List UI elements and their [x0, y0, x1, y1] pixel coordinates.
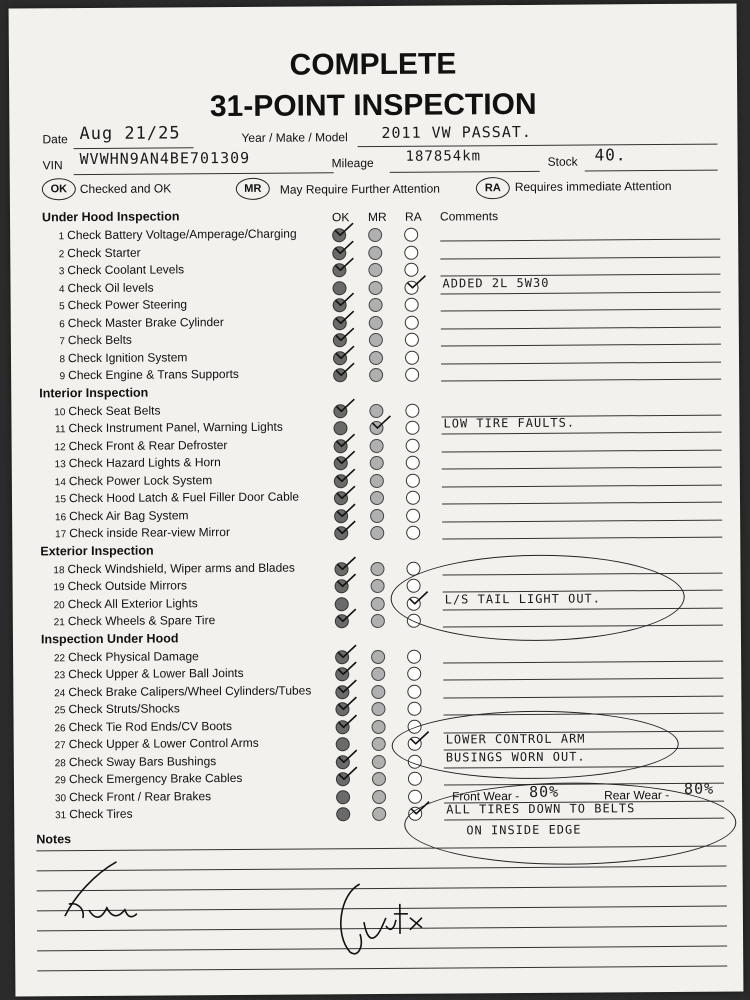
mr-circle[interactable] — [372, 807, 386, 821]
checkmark-icon — [334, 240, 354, 254]
item-number: 25 — [54, 705, 66, 717]
mr-circle[interactable] — [371, 684, 385, 698]
checklist-item — [48, 490, 299, 506]
ra-circle[interactable] — [405, 403, 419, 417]
comment-oval-lights — [390, 554, 685, 642]
item-label: Check inside Rear-view Mirror — [69, 525, 230, 541]
item-number: 11 — [55, 424, 66, 436]
item-comment[interactable]: BUSINGS WORN OUT. — [445, 749, 586, 765]
item-number: 1 — [58, 231, 65, 243]
front-wear-value: 80% — [528, 782, 560, 801]
mr-circle[interactable] — [372, 789, 386, 803]
item-comment[interactable]: ADDED 2L 5W30 — [442, 275, 550, 291]
item-label: Check Physical Damage — [68, 648, 199, 664]
legend-mr-text: May Require Further Attention — [279, 181, 440, 197]
mileage-label: Mileage — [331, 156, 374, 171]
ra-circle[interactable] — [405, 368, 419, 382]
ra-circle[interactable] — [407, 649, 421, 663]
checklist-item — [47, 315, 224, 330]
vin-value[interactable]: WVWHN9AN4BE701309 — [79, 148, 251, 169]
checklist-item — [47, 350, 187, 365]
checkmark-icon — [371, 415, 391, 429]
checkmark-icon — [336, 468, 356, 482]
legend-ok-badge: OK — [42, 178, 76, 200]
checklist-item — [47, 649, 199, 664]
stock-value[interactable]: 40. — [594, 145, 627, 165]
mr-circle[interactable] — [370, 456, 384, 470]
mr-circle[interactable] — [369, 333, 383, 347]
item-label: Check Master Brake Cylinder — [67, 314, 224, 330]
checklist-item — [47, 596, 198, 611]
item-label: Check Ignition System — [67, 349, 188, 365]
item-label: Check All Exterior Lights — [67, 595, 198, 611]
ra-circle[interactable] — [406, 438, 420, 452]
notes-line — [37, 966, 727, 972]
checklist-item — [48, 438, 228, 453]
ra-circle[interactable] — [405, 315, 419, 329]
item-label: Check Engine & Trans Supports — [68, 366, 239, 383]
checkmark-icon — [336, 556, 356, 570]
item-label: Check Instrument Panel, Warning Lights — [68, 419, 283, 436]
ra-circle[interactable] — [407, 702, 421, 716]
item-number: 6 — [59, 318, 65, 330]
item-label: Check Hood Latch & Fuel Filler Door Cable — [68, 489, 300, 506]
item-number: 7 — [59, 336, 65, 348]
checkmark-icon — [337, 714, 357, 728]
checklist-item — [47, 367, 239, 382]
mr-circle[interactable] — [368, 263, 382, 277]
checklist-item — [46, 245, 140, 260]
mr-circle[interactable] — [370, 526, 384, 540]
mileage-value[interactable]: 187854km — [405, 148, 482, 165]
item-label: Check Tie Rod Ends/CV Boots — [68, 718, 233, 734]
item-label: Check Power Steering — [67, 297, 188, 313]
item-label: Check Power Lock System — [68, 472, 213, 488]
ra-circle[interactable] — [404, 245, 418, 259]
item-label: Check Belts — [67, 332, 132, 348]
item-label: Check Upper & Lower Ball Joints — [68, 665, 244, 682]
mr-circle[interactable] — [369, 350, 383, 364]
item-comment[interactable]: L/S TAIL LIGHT OUT. — [444, 590, 602, 607]
mr-circle[interactable] — [371, 649, 385, 663]
item-label: Check Hazard Lights & Horn — [68, 455, 221, 471]
item-number: 22 — [53, 652, 66, 664]
mr-circle[interactable] — [372, 772, 386, 786]
mr-circle[interactable] — [372, 754, 386, 768]
item-number: 18 — [53, 564, 65, 576]
ok-circle[interactable] — [336, 807, 350, 821]
checklist-item — [46, 227, 297, 243]
tires-comment-line-2: ON INSIDE EDGE — [466, 822, 582, 838]
item-number: 13 — [54, 459, 66, 471]
item-number: 23 — [54, 670, 66, 682]
checkmark-icon — [335, 292, 355, 306]
ra-circle[interactable] — [405, 421, 419, 435]
col-mr: MR — [367, 209, 387, 225]
checklist-item — [47, 297, 187, 312]
ra-circle[interactable] — [405, 298, 419, 312]
signature-2 — [330, 874, 441, 965]
item-number: 31 — [55, 810, 67, 822]
checklist-item — [46, 280, 153, 295]
item-number: 21 — [53, 617, 65, 629]
comment-oval-control-arm — [391, 710, 678, 780]
item-number: 5 — [59, 301, 65, 313]
checkmark-icon — [334, 222, 354, 236]
item-label: Check Front & Rear Defroster — [68, 437, 228, 453]
checkmark-icon — [335, 327, 355, 341]
mr-circle[interactable] — [371, 579, 385, 593]
section-title: Inspection Under Hood — [40, 630, 179, 646]
checklist-item — [48, 789, 211, 804]
checklist-item — [48, 754, 216, 769]
checklist-item — [48, 525, 230, 540]
ymm-label: Year / Make / Model — [241, 130, 348, 145]
ra-circle[interactable] — [408, 772, 422, 786]
item-number: 12 — [54, 441, 66, 453]
item-number: 20 — [53, 599, 65, 611]
checklist-item — [47, 701, 179, 716]
checkmark-icon — [335, 398, 355, 412]
rear-wear-label: Rear Wear - — [604, 787, 670, 803]
item-label: Check Front / Rear Brakes — [69, 788, 212, 804]
checklist-item — [47, 420, 282, 436]
item-label: Check Battery Voltage/Amperage/Charging — [67, 226, 297, 243]
item-label: Check Brake Calipers/Wheel Cylinders/Tubes — [68, 682, 312, 699]
date-value[interactable]: Aug 21/25 — [79, 123, 181, 145]
mr-circle[interactable] — [370, 473, 384, 487]
item-label: Check Sway Bars Bushings — [68, 753, 217, 769]
item-label: Check Coolant Levels — [67, 262, 185, 278]
mr-circle[interactable] — [371, 614, 385, 628]
item-label: Check Tires — [69, 806, 133, 822]
legend-ra-badge: RA — [476, 177, 510, 199]
item-number: 28 — [54, 757, 66, 769]
checkmark-icon — [337, 679, 357, 693]
checklist-item — [48, 508, 188, 523]
date-label: Date — [42, 132, 68, 147]
checkmark-icon — [337, 644, 357, 658]
item-number: 4 — [58, 283, 65, 295]
item-number: 24 — [54, 687, 66, 699]
item-comment[interactable]: LOWER CONTROL ARM — [445, 731, 586, 747]
ra-circle[interactable] — [407, 684, 421, 698]
ra-circle[interactable] — [406, 526, 420, 540]
mr-circle[interactable] — [368, 280, 382, 294]
col-comments: Comments — [439, 209, 499, 224]
legend-mr-badge: MR — [236, 178, 270, 200]
checklist-item — [48, 771, 243, 786]
ra-circle[interactable] — [404, 228, 418, 242]
stock-label: Stock — [547, 154, 578, 169]
item-number: 2 — [58, 248, 65, 260]
checkmark-icon — [336, 503, 356, 517]
mr-circle[interactable] — [369, 368, 383, 382]
col-ok: OK — [331, 210, 350, 225]
checkmark-icon — [338, 749, 358, 763]
item-label: Check Windshield, Wiper arms and Blades — [67, 560, 295, 576]
ra-circle[interactable] — [405, 333, 419, 347]
checklist-item — [47, 578, 187, 593]
ok-circle[interactable] — [336, 790, 350, 804]
mr-circle[interactable] — [369, 315, 383, 329]
checkmark-icon — [335, 362, 355, 376]
checklist-item — [46, 560, 295, 576]
mr-circle[interactable] — [371, 702, 385, 716]
mr-circle[interactable] — [368, 245, 382, 259]
mr-circle[interactable] — [372, 719, 386, 733]
item-label: Check Emergency Brake Cables — [68, 770, 243, 787]
checkmark-icon — [336, 520, 356, 534]
item-label: Check Upper & Lower Control Arms — [68, 735, 259, 752]
item-number: 10 — [54, 406, 66, 418]
item-label: Check Wheels & Spare Tire — [67, 613, 216, 629]
item-number: 29 — [54, 775, 66, 787]
ra-circle[interactable] — [407, 667, 421, 681]
item-label: Check Outside Mirrors — [67, 578, 188, 594]
mr-circle[interactable] — [368, 228, 382, 242]
item-number: 3 — [58, 266, 65, 278]
checklist-item — [48, 736, 259, 751]
item-number: 8 — [59, 353, 66, 365]
checklist-item — [48, 473, 212, 488]
ra-circle[interactable] — [406, 473, 420, 487]
checklist-item — [47, 613, 215, 628]
mr-circle[interactable] — [370, 438, 384, 452]
item-number: 14 — [54, 476, 66, 488]
checkmark-icon — [336, 485, 356, 499]
mr-circle[interactable] — [370, 491, 384, 505]
title-line-2: 31-POINT INSPECTION — [209, 87, 537, 124]
checklist-item — [48, 807, 132, 822]
checkmark-icon — [337, 573, 357, 587]
notes-label: Notes — [36, 832, 72, 847]
item-label: Check Struts/Shocks — [68, 701, 180, 717]
item-number: 27 — [54, 740, 66, 752]
checklist-item — [47, 333, 132, 348]
mr-circle[interactable] — [370, 508, 384, 522]
mr-circle[interactable] — [370, 561, 384, 575]
item-number: 15 — [54, 494, 67, 506]
item-comment[interactable]: LOW TIRE FAULTS. — [443, 415, 576, 431]
checkmark-icon — [338, 766, 358, 780]
title-line-1: COMPLETE — [289, 47, 457, 82]
checkmark-icon — [336, 433, 356, 447]
item-label: Check Starter — [67, 245, 141, 260]
checklist-item — [48, 719, 233, 734]
signature-1 — [54, 856, 145, 937]
ra-circle[interactable] — [406, 456, 420, 470]
mr-circle[interactable] — [371, 667, 385, 681]
checklist-item — [46, 262, 184, 277]
legend-ra-text: Requires immediate Attention — [514, 178, 672, 195]
checkmark-icon — [334, 257, 354, 271]
mr-circle[interactable] — [372, 737, 386, 751]
mr-circle[interactable] — [371, 596, 385, 610]
checklist-item — [48, 455, 221, 470]
item-number: 26 — [54, 722, 66, 734]
item-number: 19 — [53, 582, 65, 594]
item-number: 16 — [54, 511, 67, 523]
section-title: Under Hood Inspection — [41, 209, 180, 225]
item-label: Check Seat Belts — [68, 403, 161, 418]
checkmark-icon — [336, 450, 356, 464]
item-label: Check Air Bag System — [69, 507, 189, 523]
item-number: 9 — [59, 371, 66, 383]
checklist-item — [47, 666, 244, 681]
item-label: Check Oil levels — [67, 280, 154, 295]
ra-circle[interactable] — [405, 350, 419, 364]
notes-area[interactable] — [9, 3, 737, 8]
checkmark-icon — [335, 310, 355, 324]
checkmark-icon — [406, 274, 426, 288]
checklist-item — [47, 403, 160, 418]
rear-wear-value: 80% — [683, 779, 715, 798]
ymm-value[interactable]: 2011 VW PASSAT. — [381, 122, 532, 142]
legend-ok-text: Checked and OK — [79, 181, 172, 197]
ra-circle[interactable] — [406, 491, 420, 505]
mr-circle[interactable] — [369, 298, 383, 312]
section-title: Interior Inspection — [39, 385, 149, 400]
col-ra: RA — [404, 209, 422, 224]
checkmark-icon — [337, 608, 357, 622]
inspection-sheet — [9, 3, 744, 996]
item-number: 17 — [55, 529, 67, 541]
checklist-item — [47, 683, 311, 699]
checkmark-icon — [337, 696, 357, 710]
item-number: 30 — [54, 792, 67, 804]
ra-circle[interactable] — [406, 508, 420, 522]
item-comment[interactable]: ALL TIRES DOWN TO BELTS — [446, 801, 636, 817]
vin-label: VIN — [42, 158, 63, 173]
checkmark-icon — [335, 345, 355, 359]
section-title: Exterior Inspection — [40, 543, 154, 558]
front-wear-label: Front Wear - — [452, 789, 520, 804]
checkmark-icon — [337, 661, 357, 675]
